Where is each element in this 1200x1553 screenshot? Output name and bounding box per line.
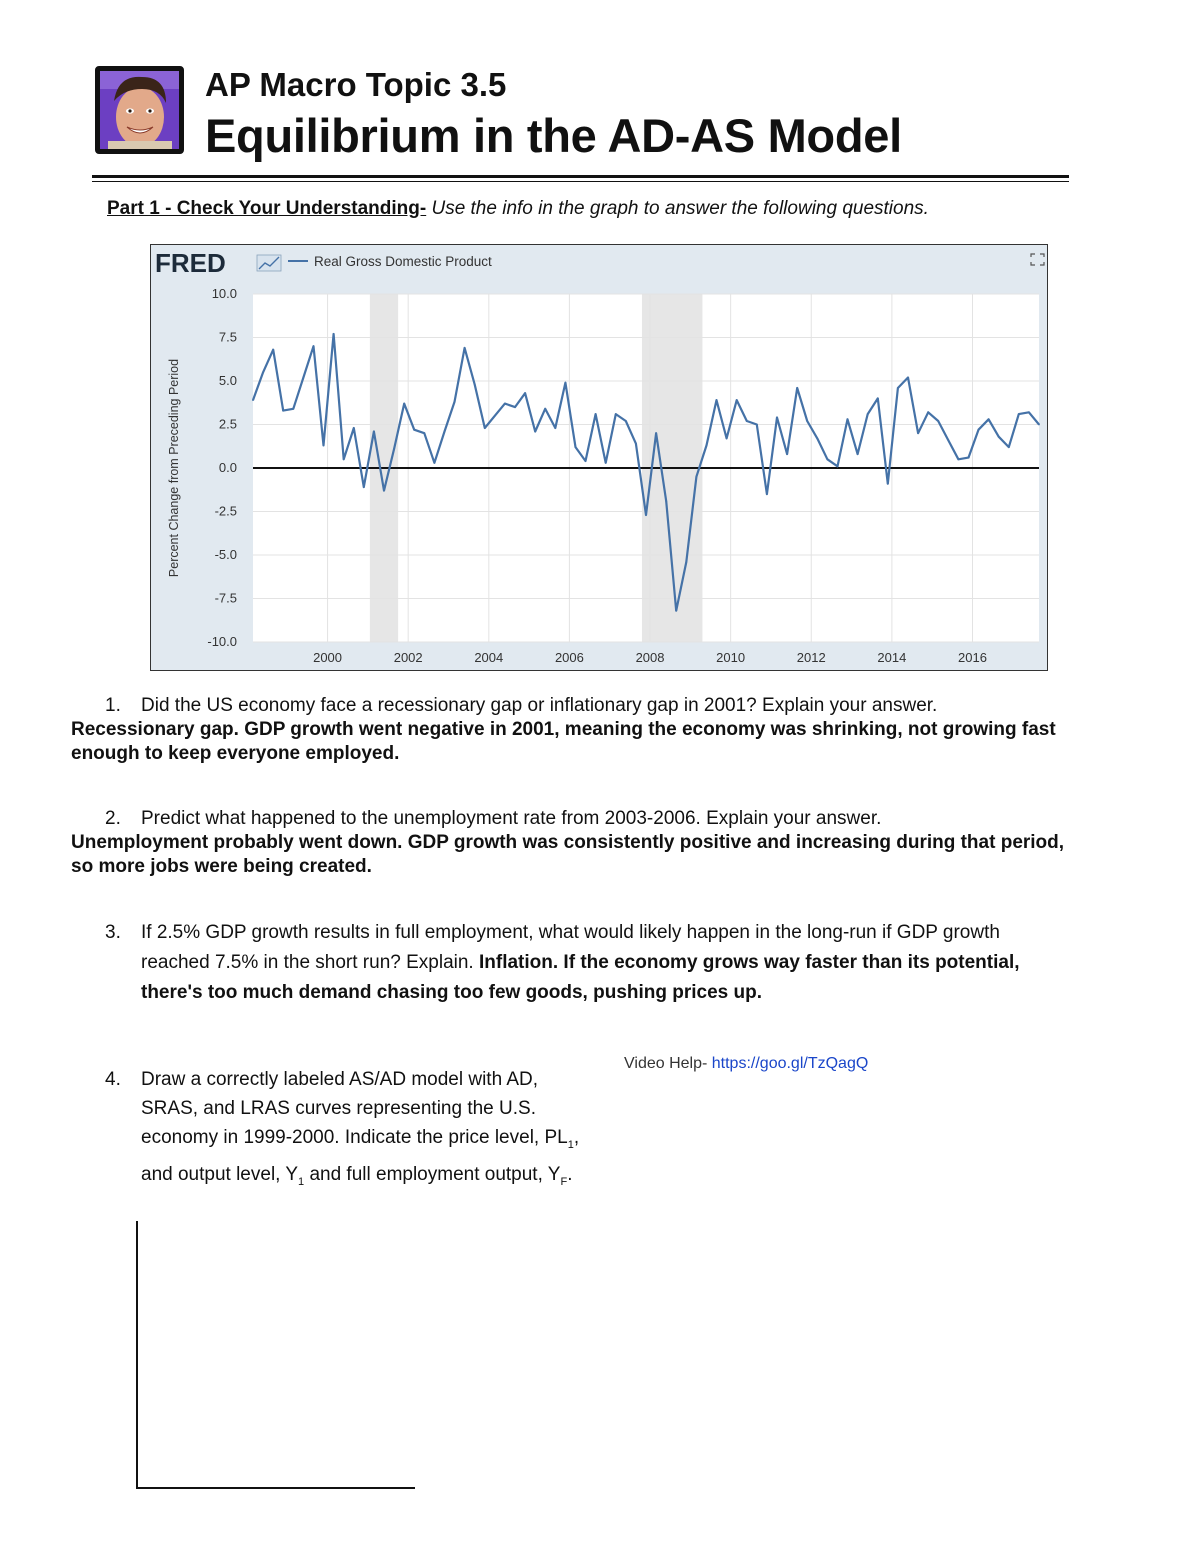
data-point [1018,413,1020,415]
video-help [624,1055,868,1073]
data-point [847,418,849,420]
data-point [252,399,254,401]
y-tick-label: -7.5 [214,590,237,606]
question-1-text: Did the US economy face a recessionary gap or inflationary gap in 2001? Explain your answer. [141,695,938,716]
header-divider [92,175,1069,178]
y-tick-label: 2.5 [218,416,237,432]
x-tick-label: 2008 [635,650,665,665]
x-tick-label: 2006 [554,650,584,665]
question-2-number: 2. [105,808,121,829]
x-tick-label: 2014 [877,650,907,665]
x-tick-label: 2016 [958,650,987,665]
y-tick-label: 7.5 [218,329,237,345]
fred-chart [150,244,1048,671]
data-point [333,333,335,335]
data-point [343,458,345,460]
y-tick-label: -5.0 [214,547,237,562]
data-point [1008,446,1010,448]
y-axis-label: Percent Change from Preceding Period [167,358,181,578]
data-point [958,458,960,460]
data-point [544,408,546,410]
subscript-pl1: 1 [567,1138,574,1151]
data-point [484,427,486,429]
y-tick-label: -2.5 [214,503,237,519]
data-point [937,420,939,422]
question-3 [105,918,1051,1008]
data-point [806,420,808,422]
question-2-text: Predict what happened to the unemployment rate from 2003-2006. Explain your answer. [141,808,882,829]
data-point [615,413,617,415]
data-point [625,420,627,422]
data-point [413,429,415,431]
data-point [968,457,970,459]
question-3-text: If 2.5% GDP growth results in full employment, what would likely happen in the long-run if GDP growth reached 7.5% in the short run? Explain. [141,922,1000,973]
y-tick-label: 0.0 [218,460,237,475]
data-point [454,401,456,403]
data-point [393,448,395,450]
question-4-number: 4. [105,1069,121,1090]
author-avatar [95,66,184,154]
data-point [464,347,466,349]
data-point [988,418,990,420]
fred-mini-graph-icon [257,255,281,271]
data-point [947,439,949,441]
data-point [635,443,637,445]
subscript-yf: F [560,1175,568,1188]
part1-label: Part 1 - Check Your Understanding- [107,198,427,219]
data-point [696,476,698,478]
legend-label: Real Gross Domestic Product [314,254,492,269]
question-4-text-d: . [567,1163,573,1185]
data-point [262,371,264,373]
data-point [927,411,929,413]
data-point [575,446,577,448]
data-point [857,453,859,455]
data-point [282,410,284,412]
data-point [796,387,798,389]
video-help-label: Video Help- [624,1055,712,1072]
data-point [776,417,778,419]
data-point [353,427,355,429]
data-point [837,465,839,467]
data-point [726,438,728,440]
data-point [786,453,788,455]
header-divider-thin [92,181,1069,182]
worksheet-title: Equilibrium in the AD-AS Model [205,109,902,162]
data-point [383,490,385,492]
data-point [423,432,425,434]
fullscreen-icon[interactable] [1031,254,1044,265]
data-point [816,438,818,440]
data-point [554,427,556,429]
y-tick-label: -10.0 [207,634,237,649]
question-4-text-b: , and output level, Y [141,1127,580,1185]
data-point [907,377,909,379]
part1-instruction: Use the info in the graph to answer the following questions. [426,198,929,219]
data-point [605,462,607,464]
data-point [877,398,879,400]
data-point [998,436,1000,438]
data-point [292,408,294,410]
fred-logo: FRED [155,248,226,278]
data-point [746,420,748,422]
question-3-number: 3. [105,922,121,943]
data-point [1028,411,1030,413]
data-point [524,392,526,394]
data-point [403,403,405,405]
data-point [716,399,718,401]
question-2 [105,807,1081,831]
drawing-axis-horizontal [136,1487,415,1489]
data-point [474,384,476,386]
data-point [363,486,365,488]
data-point [534,431,536,433]
data-point [323,445,325,447]
answer-1: Recessionary gap. GDP growth went negative in 2001, meaning the economy was shrinking, not growing fast enough to keep everyone employed. [71,719,1056,764]
data-point [766,493,768,495]
data-point [736,399,738,401]
data-point [585,460,587,462]
data-point [595,413,597,415]
data-point [494,415,496,417]
data-point [1038,424,1040,426]
data-point [867,413,869,415]
data-point [917,432,919,434]
topic-subtitle: AP Macro Topic 3.5 [205,66,507,103]
data-point [373,431,375,433]
author-portrait-icon [100,71,179,149]
answer-3: Inflation. If the economy grows way faster than its potential, there's too much demand chasing too few goods, pushing prices up. [141,952,1020,1003]
y-tick-label: 10.0 [211,286,237,301]
data-point [978,429,980,431]
question-4 [105,1065,591,1197]
video-help-link[interactable]: https://goo.gl/TzQagQ [711,1055,869,1072]
data-point [685,561,687,563]
y-tick-label: 5.0 [218,373,237,388]
x-tick-label: 2010 [716,650,746,665]
data-point [827,458,829,460]
data-point [313,345,315,347]
part1-heading [107,198,929,220]
data-point [645,514,647,516]
question-1 [105,694,1081,718]
data-point [444,431,446,433]
data-point [897,387,899,389]
data-point [675,610,677,612]
x-tick-label: 2002 [393,650,423,665]
data-point [514,406,516,408]
data-point [272,349,274,351]
subscript-y1: 1 [298,1175,305,1188]
answer-2: Unemployment probably went down. GDP growth was consistently positive and increasing during that period, so more jobs were being created. [71,832,1065,877]
x-tick-label: 2004 [474,650,504,665]
data-point [665,500,667,502]
question-1-number: 1. [105,695,121,716]
data-point [887,483,889,485]
data-point [706,445,708,447]
drawing-axis-vertical [136,1221,138,1489]
question-4-text-a: Draw a correctly labeled AS/AD model with AD, SRAS, and LRAS curves representing the U.S. economy in 1999-2000. Indicate the price level, PL [141,1069,568,1148]
data-point [303,377,305,379]
x-tick-label: 2000 [313,650,343,665]
data-point [504,403,506,405]
data-point [655,432,657,434]
data-point [434,462,436,464]
question-4-text-c: and full employment output, Y [304,1163,561,1185]
data-point [756,424,758,426]
gdp-chart-svg [151,245,1046,669]
x-tick-label: 2012 [796,650,826,665]
data-point [565,382,567,384]
